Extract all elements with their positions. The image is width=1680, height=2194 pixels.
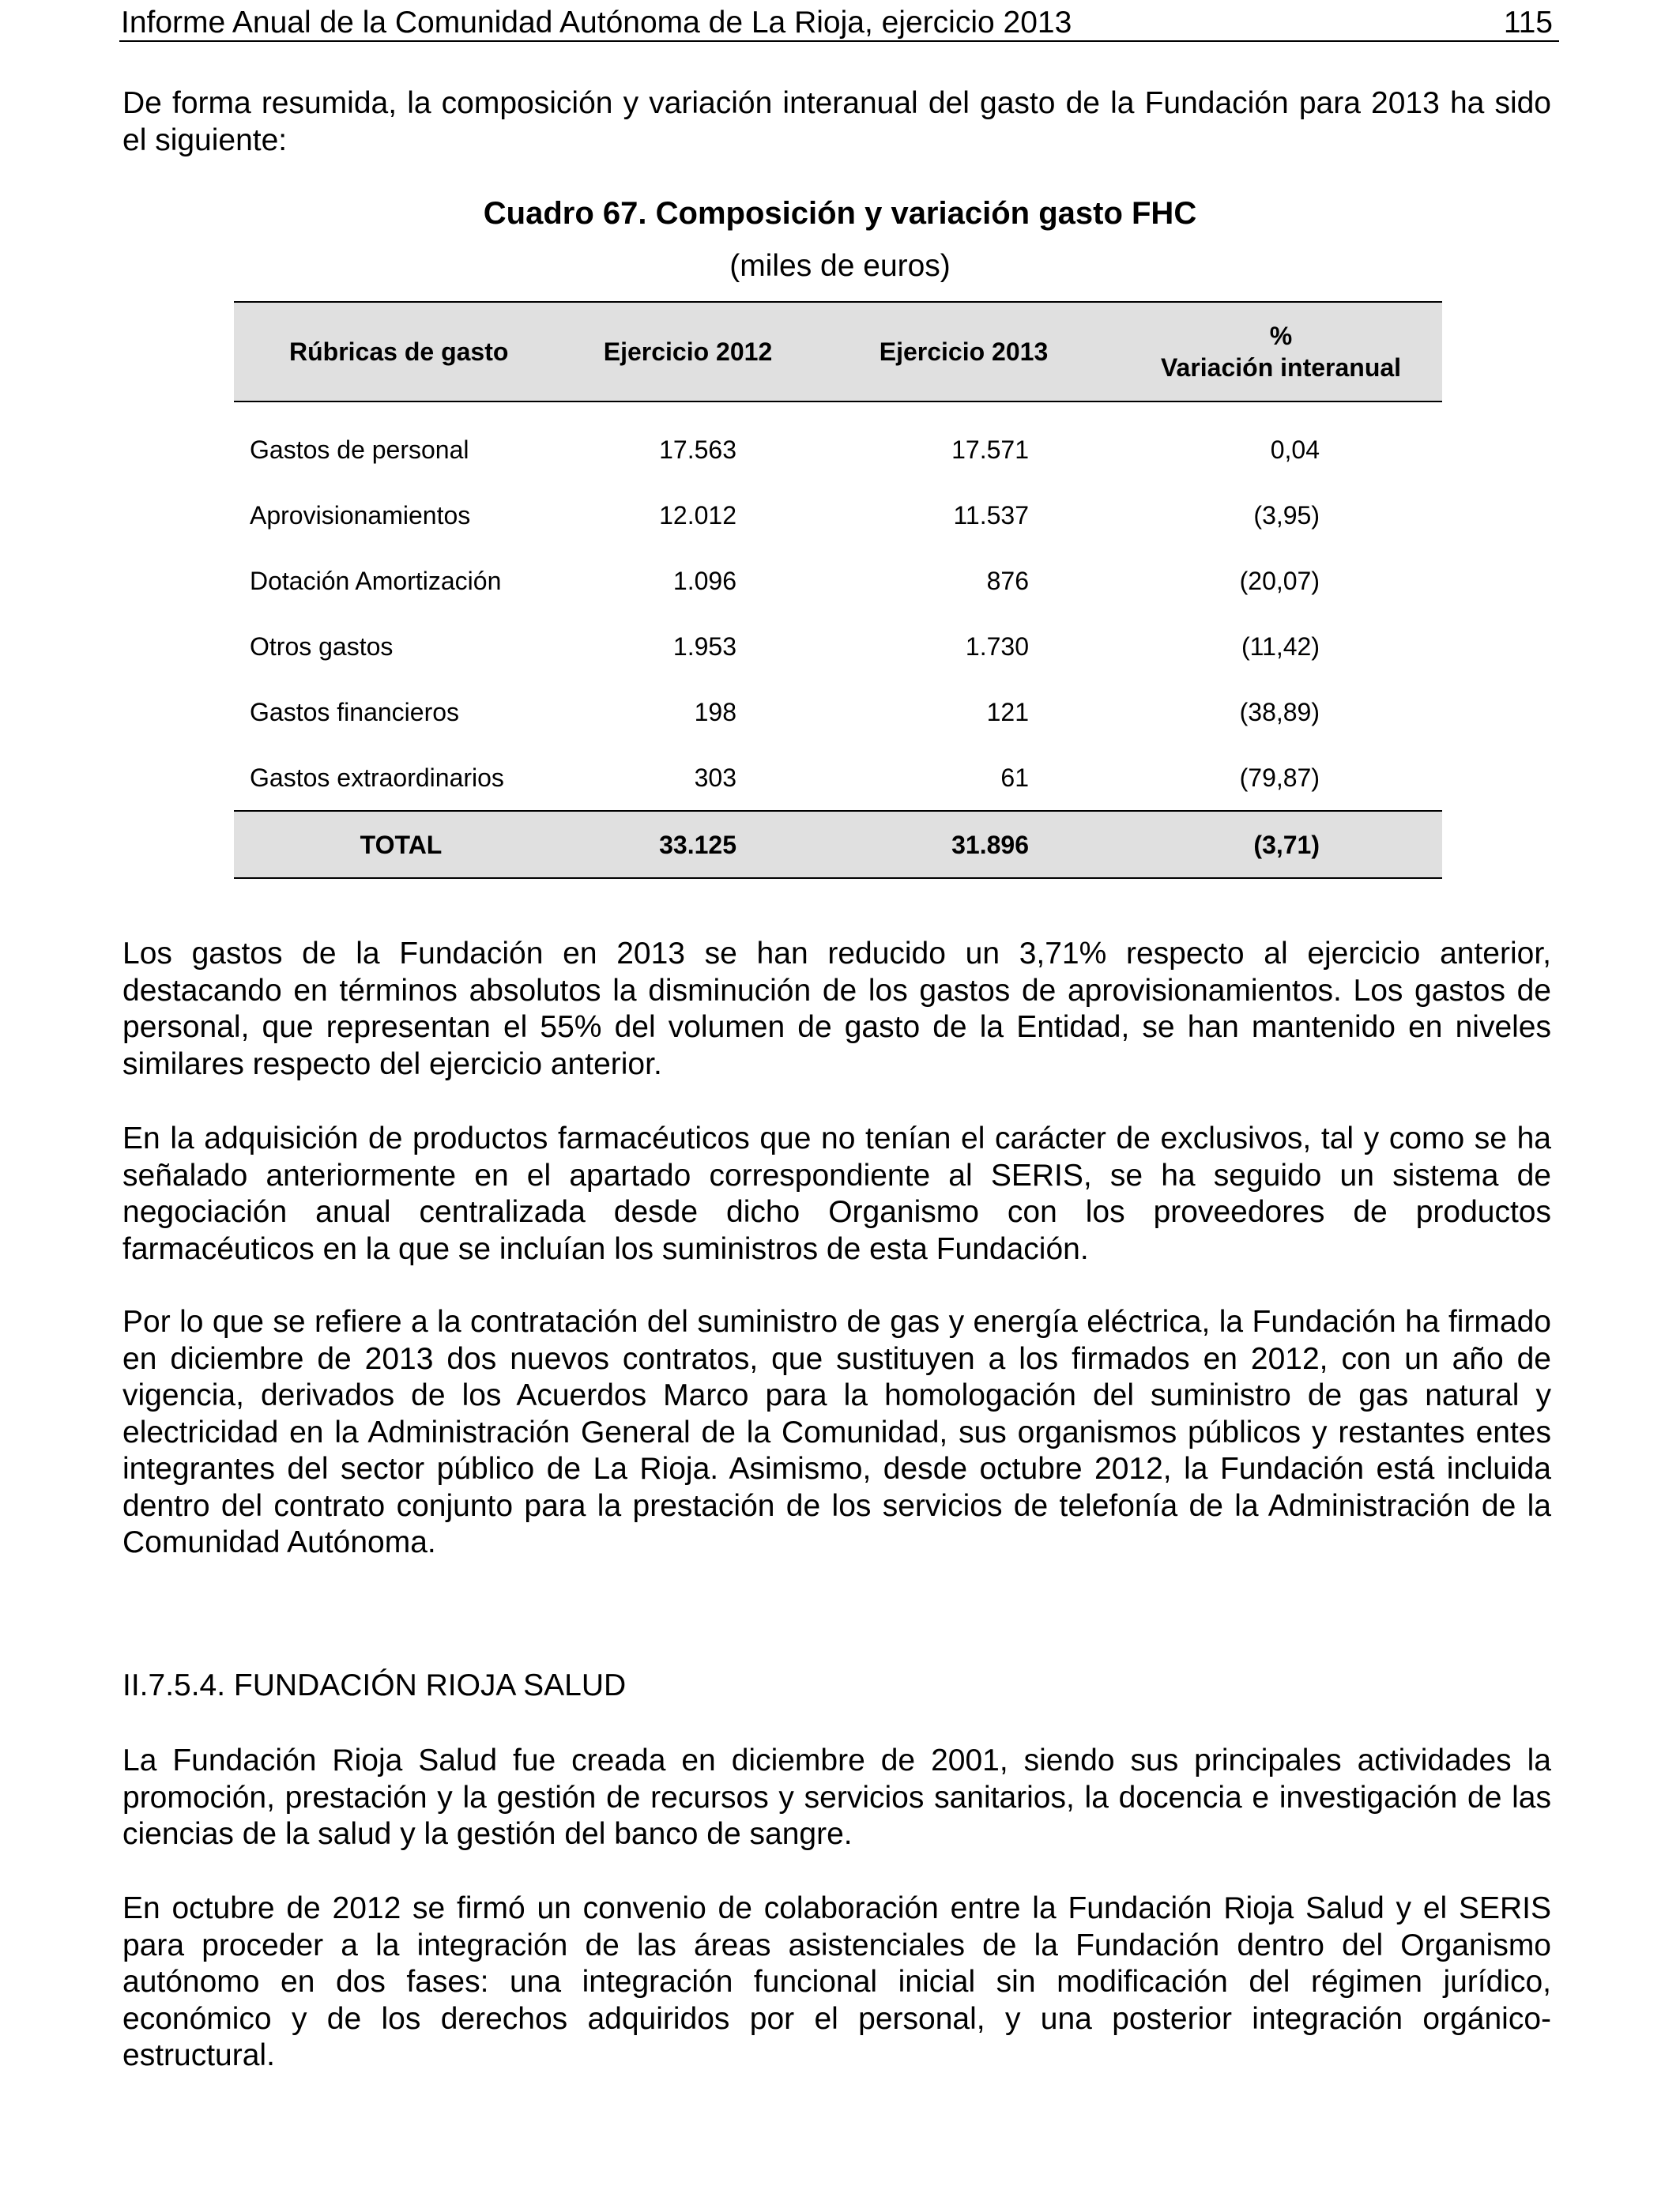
- col-header-variacion-line1: %: [1269, 322, 1293, 350]
- page-number: 115: [1503, 6, 1553, 40]
- table-subtitle: (miles de euros): [729, 249, 951, 283]
- table-row: [234, 548, 1442, 613]
- table-row: [234, 613, 1442, 679]
- cell-2012: 1.096: [672, 566, 736, 595]
- cell-2013: 61: [1000, 763, 1029, 792]
- cell-2012: 303: [694, 763, 736, 792]
- total-2012: 33.125: [568, 811, 808, 878]
- cell-2013: 11.537: [953, 500, 1029, 530]
- cell-2013: 876: [986, 566, 1029, 595]
- col-header-2013: Ejercicio 2013: [808, 302, 1120, 401]
- col-header-variacion: [1120, 302, 1442, 401]
- row-label: Otros gastos: [250, 631, 394, 661]
- report-title: Informe Anual de la Comunidad Autónoma de La Rioja, ejercicio 2013: [121, 6, 1072, 40]
- cell-variacion: (38,89): [1239, 697, 1320, 726]
- body-paragraph: Los gastos de la Fundación en 2013 se han reducido un 3,71% respecto al ejercicio anterior, destacando en términos absolutos la disminución de los gastos de aprovisionamientos. Los gastos de personal, que representan el 55% del volumen de gasto de la Entidad, se han mantenido en niveles similares respecto del ejercicio anterior.: [122, 937, 1551, 1081]
- cell-variacion: (20,07): [1239, 566, 1320, 595]
- cell-2012: 198: [694, 697, 736, 726]
- row-label: Gastos extraordinarios: [250, 763, 504, 792]
- cell-variacion: 0,04: [1270, 435, 1320, 464]
- table-row: [234, 745, 1442, 811]
- row-label: Aprovisionamientos: [250, 500, 471, 530]
- cell-variacion: (79,87): [1239, 763, 1320, 792]
- section-paragraph: En octubre de 2012 se firmó un convenio de colaboración entre la Fundación Rioja Salud y el SERIS para proceder a la integración de las áreas asistenciales de la Fundación dentro del Organismo autónomo en dos fases: una integración funcional inicial sin modificación del régimen jurídico, económico y de los derechos adquiridos por el personal, y una posterior integración orgánico-estructural.: [122, 1891, 1551, 2072]
- table-title: Cuadro 67. Composición y variación gasto FHC: [483, 196, 1197, 231]
- cell-2012: 12.012: [659, 500, 736, 530]
- section-heading: II.7.5.4. FUNDACIÓN RIOJA SALUD: [122, 1668, 627, 1702]
- header-rule: [119, 40, 1559, 42]
- cell-2012: 17.563: [659, 435, 736, 464]
- row-label: Dotación Amortización: [250, 566, 502, 595]
- col-header-2012: Ejercicio 2012: [568, 302, 808, 401]
- row-label: Gastos de personal: [250, 435, 469, 464]
- cell-2012: 1.953: [672, 631, 736, 661]
- total-2013: 31.896: [808, 811, 1120, 878]
- cell-2013: 1.730: [965, 631, 1029, 661]
- intro-paragraph: De forma resumida, la composición y variación interanual del gasto de la Fundación para 2013 ha sido el siguiente:: [122, 86, 1551, 157]
- row-label: Gastos financieros: [250, 697, 460, 726]
- table-row: [234, 679, 1442, 745]
- cell-variacion: (3,95): [1253, 500, 1320, 530]
- total-label: TOTAL: [234, 811, 568, 878]
- body-paragraph: En la adquisición de productos farmacéuticos que no tenían el carácter de exclusivos, tal y como se ha señalado anteriormente en el apartado correspondiente al SERIS, se ha seguido un sistema de negociación anual centralizada desde dicho Organismo con los proveedores de productos farmacéuticos en la que se incluían los suministros de esta Fundación.: [122, 1122, 1551, 1266]
- col-header-rubricas: Rúbricas de gasto: [234, 302, 568, 401]
- table-header-row: [234, 302, 1442, 401]
- table-row: [234, 482, 1442, 548]
- expense-table: [234, 301, 1442, 879]
- total-variacion: (3,71): [1120, 811, 1442, 878]
- table-total-row: [234, 811, 1442, 878]
- cell-variacion: (11,42): [1241, 631, 1320, 661]
- cell-2013: 121: [986, 697, 1029, 726]
- running-header: [121, 5, 1559, 41]
- cell-2013: 17.571: [951, 435, 1029, 464]
- col-header-variacion-line2: Variación interanual: [1160, 353, 1402, 382]
- table-row: [234, 401, 1442, 482]
- section-paragraph: La Fundación Rioja Salud fue creada en diciembre de 2001, siendo sus principales actividades la promoción, prestación y la gestión de recursos y servicios sanitarios, la docencia e investigación de las ciencias de la salud y la gestión del banco de sangre.: [122, 1744, 1551, 1851]
- body-paragraph: Por lo que se refiere a la contratación del suministro de gas y energía eléctrica, la Fundación ha firmado en diciembre de 2013 dos nuevos contratos, que sustituyen a los firmados en 2012, con un año de vigencia, derivados de los Acuerdos Marco para la homologación del suministro de gas natural y electricidad en la Administración General de la Comunidad, sus organismos públicos y restantes entes integrantes del sector público de La Rioja. Asimismo, desde octubre 2012, la Fundación está incluida dentro del contrato conjunto para la prestación de los servicios de telefonía de la Administración de la Comunidad Autónoma.: [122, 1305, 1551, 1559]
